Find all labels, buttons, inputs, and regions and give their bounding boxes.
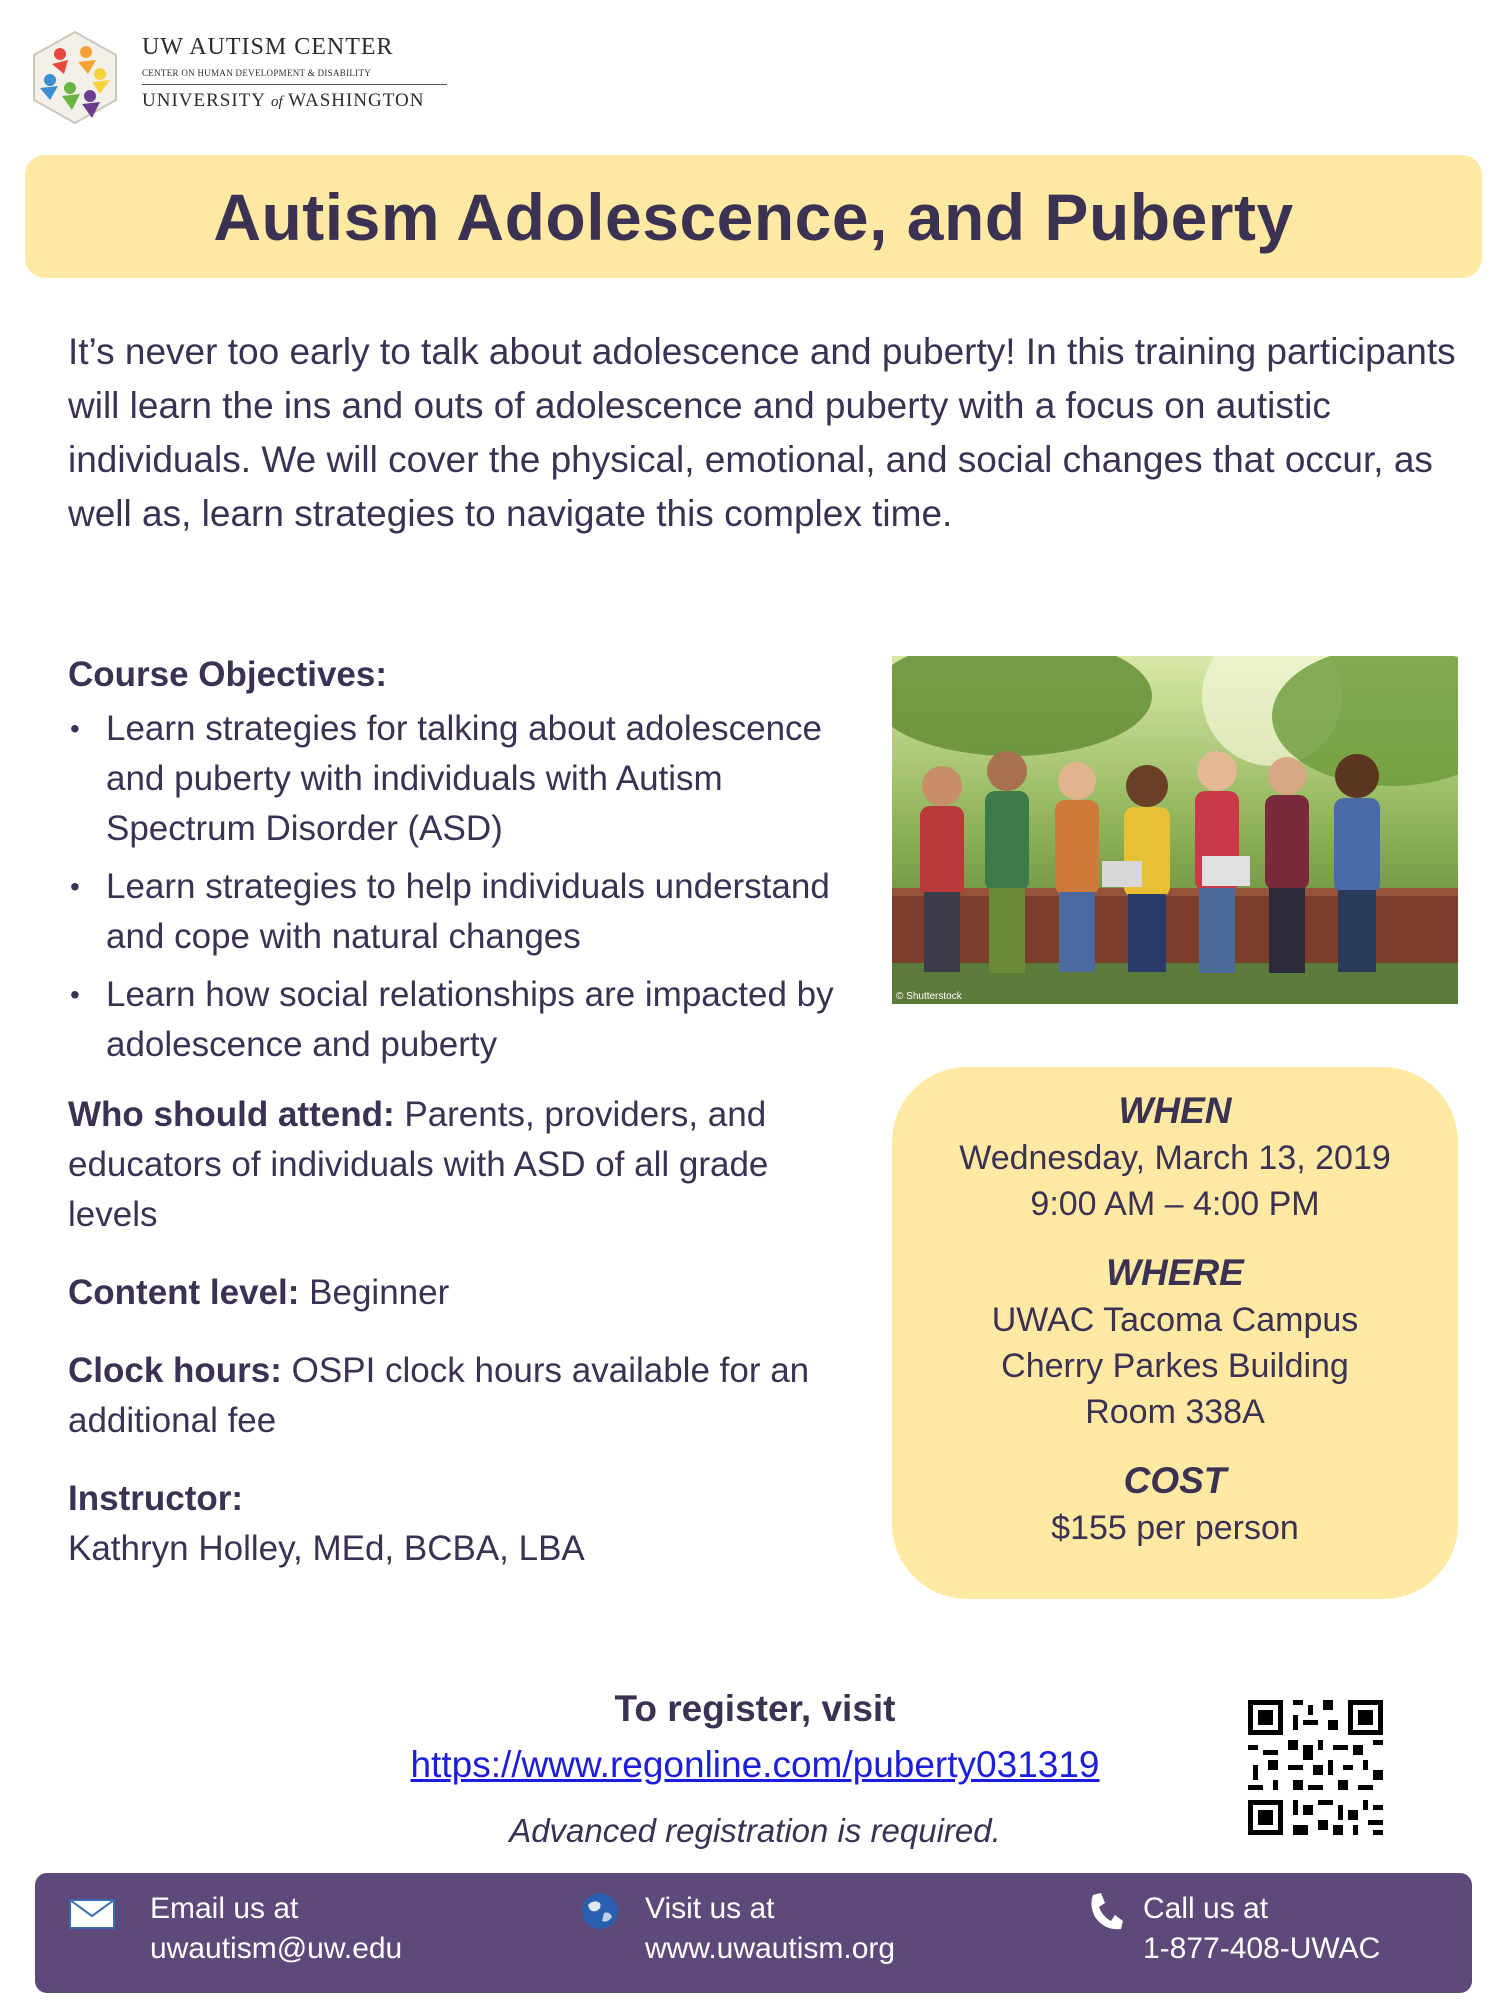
email-label: Email us at [150,1892,299,1925]
clock-hours [68,1346,858,1446]
spacer [892,1435,1458,1457]
photo-credit: © Shutterstock [896,991,962,1002]
uw-autism-center-logo [30,30,430,125]
photo-illustration [892,656,1458,1004]
instructor [68,1474,858,1574]
website-url[interactable]: www.uwautism.org [645,1932,896,1965]
university-suffix: WASHINGTON [288,90,425,111]
event-info-box [892,1067,1458,1599]
venue-room: Room 338A [1085,1393,1265,1431]
where-heading: WHERE [1106,1252,1244,1293]
cost-value: $155 per person [1051,1509,1299,1547]
instructor-label: Instructor: [68,1479,243,1518]
phone-contact [1143,1889,1380,1969]
registration-link[interactable]: https://www.regonline.com/puberty031319 [410,1744,1100,1785]
objective-item: • Learn strategies to help individuals understand and cope with natural changes [68,862,858,962]
instructor-value: Kathryn Holley, MEd, BCBA, LBA [68,1529,585,1568]
university-prefix: UNIVERSITY [142,90,266,111]
phone-icon [1087,1891,1125,1931]
objective-item: • Learn strategies for talking about adolescence and puberty with individuals with Autism Spectrum Disorder (ASD) [68,704,858,854]
intro-paragraph: It’s never too early to talk about adolescence and puberty! In this training participants will learn the ins and outs of adolescence and puberty with a focus on autistic individuals. We will cover the physical, emotional, and social changes that occur, as well as, learn strategies to navigate this complex time. [68,331,1456,534]
who-should-attend [68,1090,858,1240]
attend-label: Who should attend: [68,1095,395,1134]
contact-footer [35,1873,1472,1993]
attend-value: Parents, providers, and educators of individuals with ASD of all grade levels [68,1095,769,1234]
venue-building: Cherry Parkes Building [1001,1347,1349,1385]
university-of: of [271,94,283,110]
spacer [892,1227,1458,1249]
event-time: 9:00 AM – 4:00 PM [1030,1185,1320,1223]
when-heading: WHEN [1118,1090,1232,1131]
teens-group-photo [892,656,1458,1004]
phone-number[interactable]: 1-877-408-UWAC [1143,1932,1381,1965]
register-heading: To register, visit [614,1688,896,1729]
registration-note: Advanced registration is required. [509,1812,1001,1849]
org-name: UW AUTISM CENTER [142,34,394,60]
envelope-icon [69,1899,115,1929]
org-subtitle: CENTER ON HUMAN DEVELOPMENT & DISABILITY [142,68,372,78]
email-contact [150,1889,402,1969]
venue-campus: UWAC Tacoma Campus [991,1301,1359,1339]
content-level-label: Content level: [68,1273,300,1312]
logo-divider [142,84,447,85]
objectives-heading [68,650,858,700]
course-details [68,650,858,1602]
event-date: Wednesday, March 13, 2019 [959,1139,1391,1177]
website-label: Visit us at [645,1892,775,1925]
page-title: Autism Adolescence, and Puberty [213,179,1294,254]
content-level-value: Beginner [309,1273,450,1312]
clock-hours-value: OSPI clock hours available for an additional fee [68,1351,810,1440]
clock-hours-label: Clock hours: [68,1351,282,1390]
phone-label: Call us at [1143,1892,1269,1925]
registration-section [260,1683,1250,1857]
objectives-list [68,704,858,1070]
cost-heading: COST [1123,1460,1227,1501]
objectives-heading-text: Course Objectives: [68,655,387,694]
objective-item: • Learn how social relationships are impacted by adolescence and puberty [68,970,858,1070]
email-address[interactable]: uwautism@uw.edu [150,1932,403,1965]
content-level [68,1268,858,1318]
university-name [142,90,424,112]
globe-icon [580,1891,620,1931]
title-banner [25,155,1482,278]
website-contact [645,1889,895,1969]
autism-center-hexagon-icon [30,30,120,125]
qr-code-icon[interactable] [1248,1700,1383,1835]
